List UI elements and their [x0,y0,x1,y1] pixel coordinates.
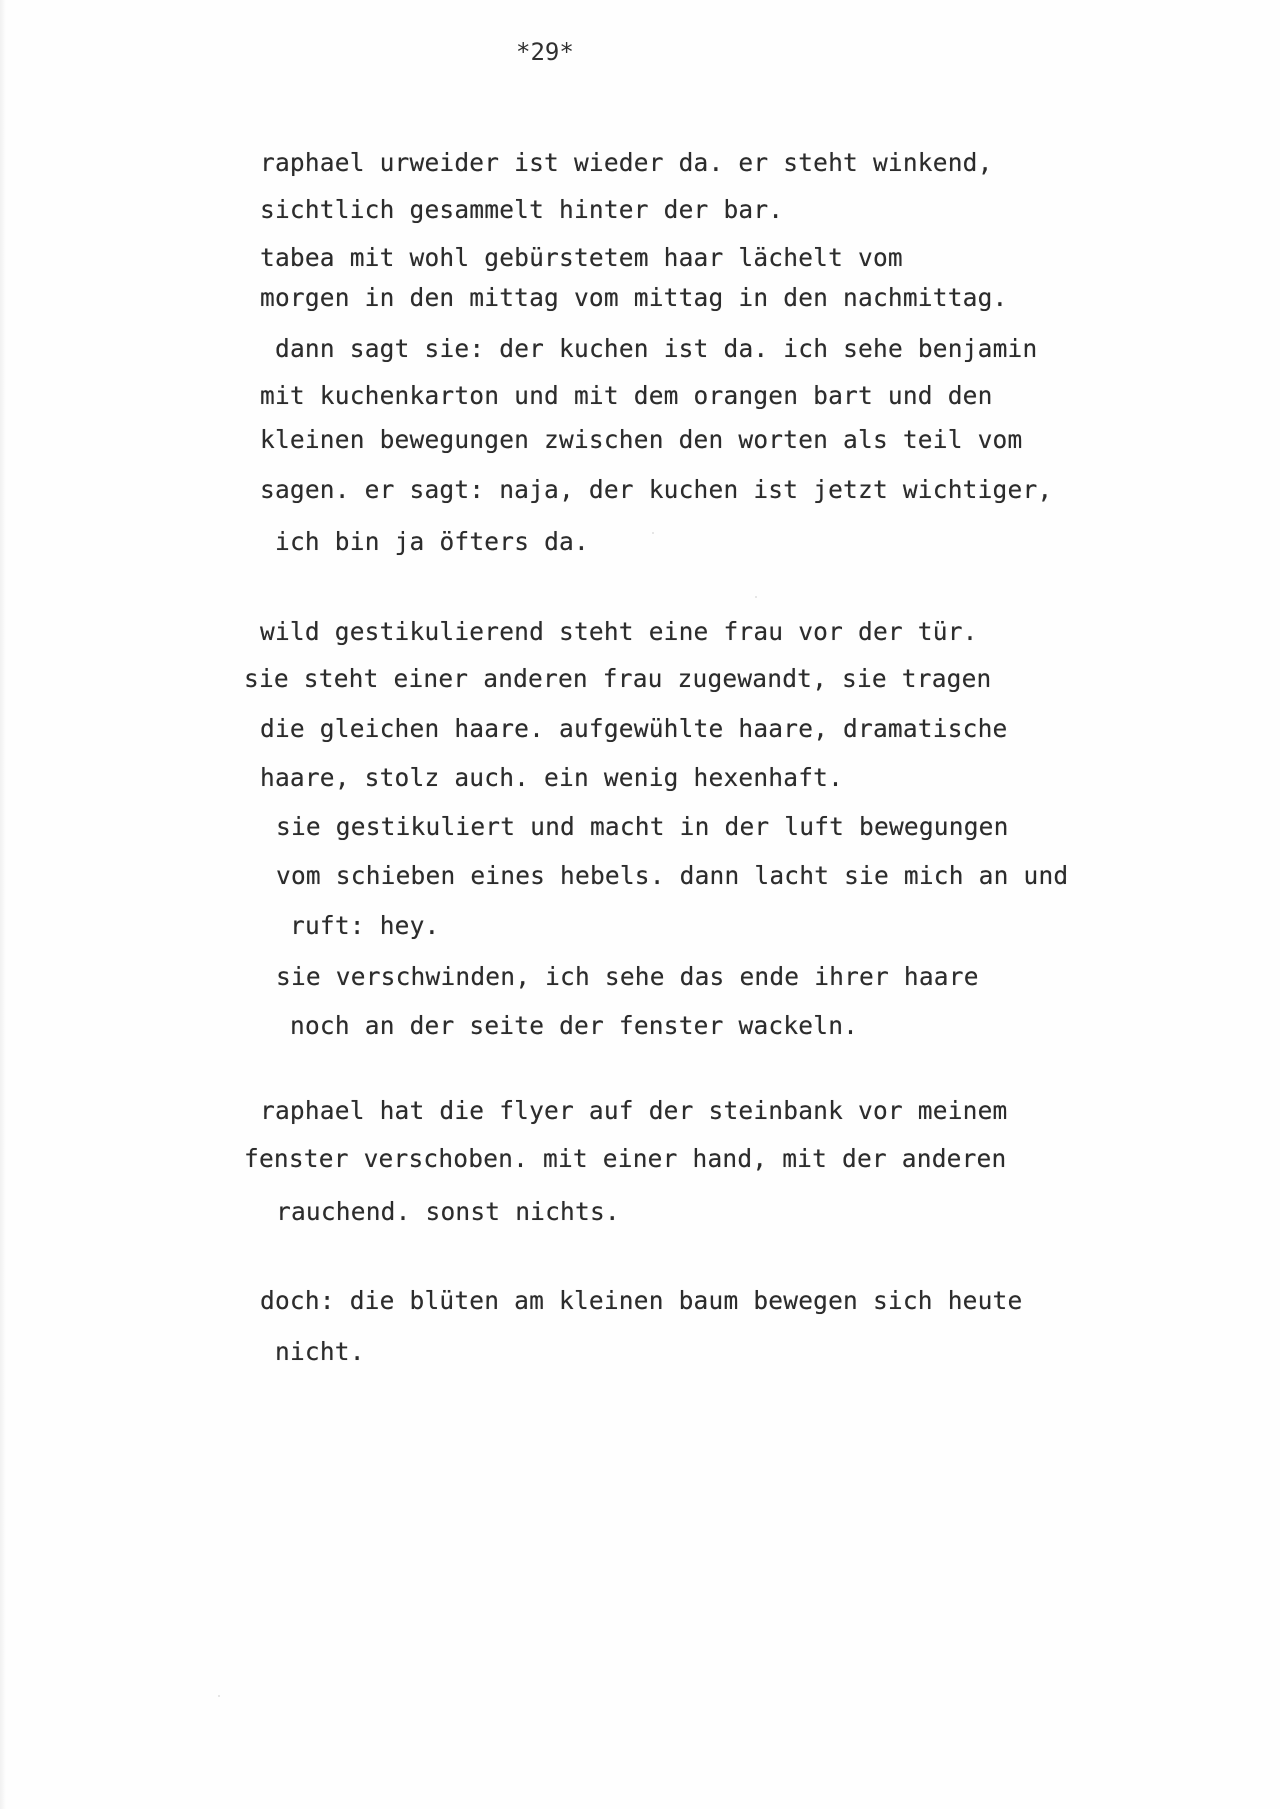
paper-speck [218,1695,220,1697]
text-line: kleinen bewegungen zwischen den worten als teil vom [260,425,1023,454]
paper-edge [0,0,6,1809]
text-line: raphael urweider ist wieder da. er steht winkend, [260,148,993,177]
text-line: noch an der seite der fenster wackeln. [290,1011,859,1040]
text-line: wild gestikulierend steht eine frau vor der tür. [260,617,978,646]
text-line: sie steht einer anderen frau zugewandt, sie tragen [244,664,992,693]
text-line: die gleichen haare. aufgewühlte haare, dramatische [260,714,1008,743]
text-line: fenster verschoben. mit einer hand, mit der anderen [244,1144,1007,1173]
text-line: sie verschwinden, ich sehe das ende ihrer haare [276,962,979,991]
text-line: sagen. er sagt: naja, der kuchen ist jetzt wichtiger, [260,475,1053,504]
text-line: haare, stolz auch. ein wenig hexenhaft. [260,763,844,792]
text-line: ruft: hey. [290,911,440,940]
text-line: sie gestikuliert und macht in der luft bewegungen [276,812,1009,841]
text-line: doch: die blüten am kleinen baum bewegen sich heute [260,1286,1023,1315]
text-line: tabea mit wohl gebürstetem haar lächelt vom [260,243,903,272]
text-line: nicht. [275,1337,365,1366]
paper-speck [652,532,654,534]
paper-speck [755,596,757,598]
text-line: mit kuchenkarton und mit dem orangen bart und den [260,381,993,410]
text-line: ich bin ja öfters da. [275,527,589,556]
text-line: dann sagt sie: der kuchen ist da. ich sehe benjamin [275,334,1038,363]
page-number: *29* [516,38,574,66]
text-line: rauchend. sonst nichts. [276,1197,620,1226]
text-line: raphael hat die flyer auf der steinbank vor meinem [260,1096,1008,1125]
text-line: vom schieben eines hebels. dann lacht sie mich an und [276,861,1069,890]
text-line: sichtlich gesammelt hinter der bar. [260,195,784,224]
text-line: morgen in den mittag vom mittag in den nachmittag. [260,283,1008,312]
